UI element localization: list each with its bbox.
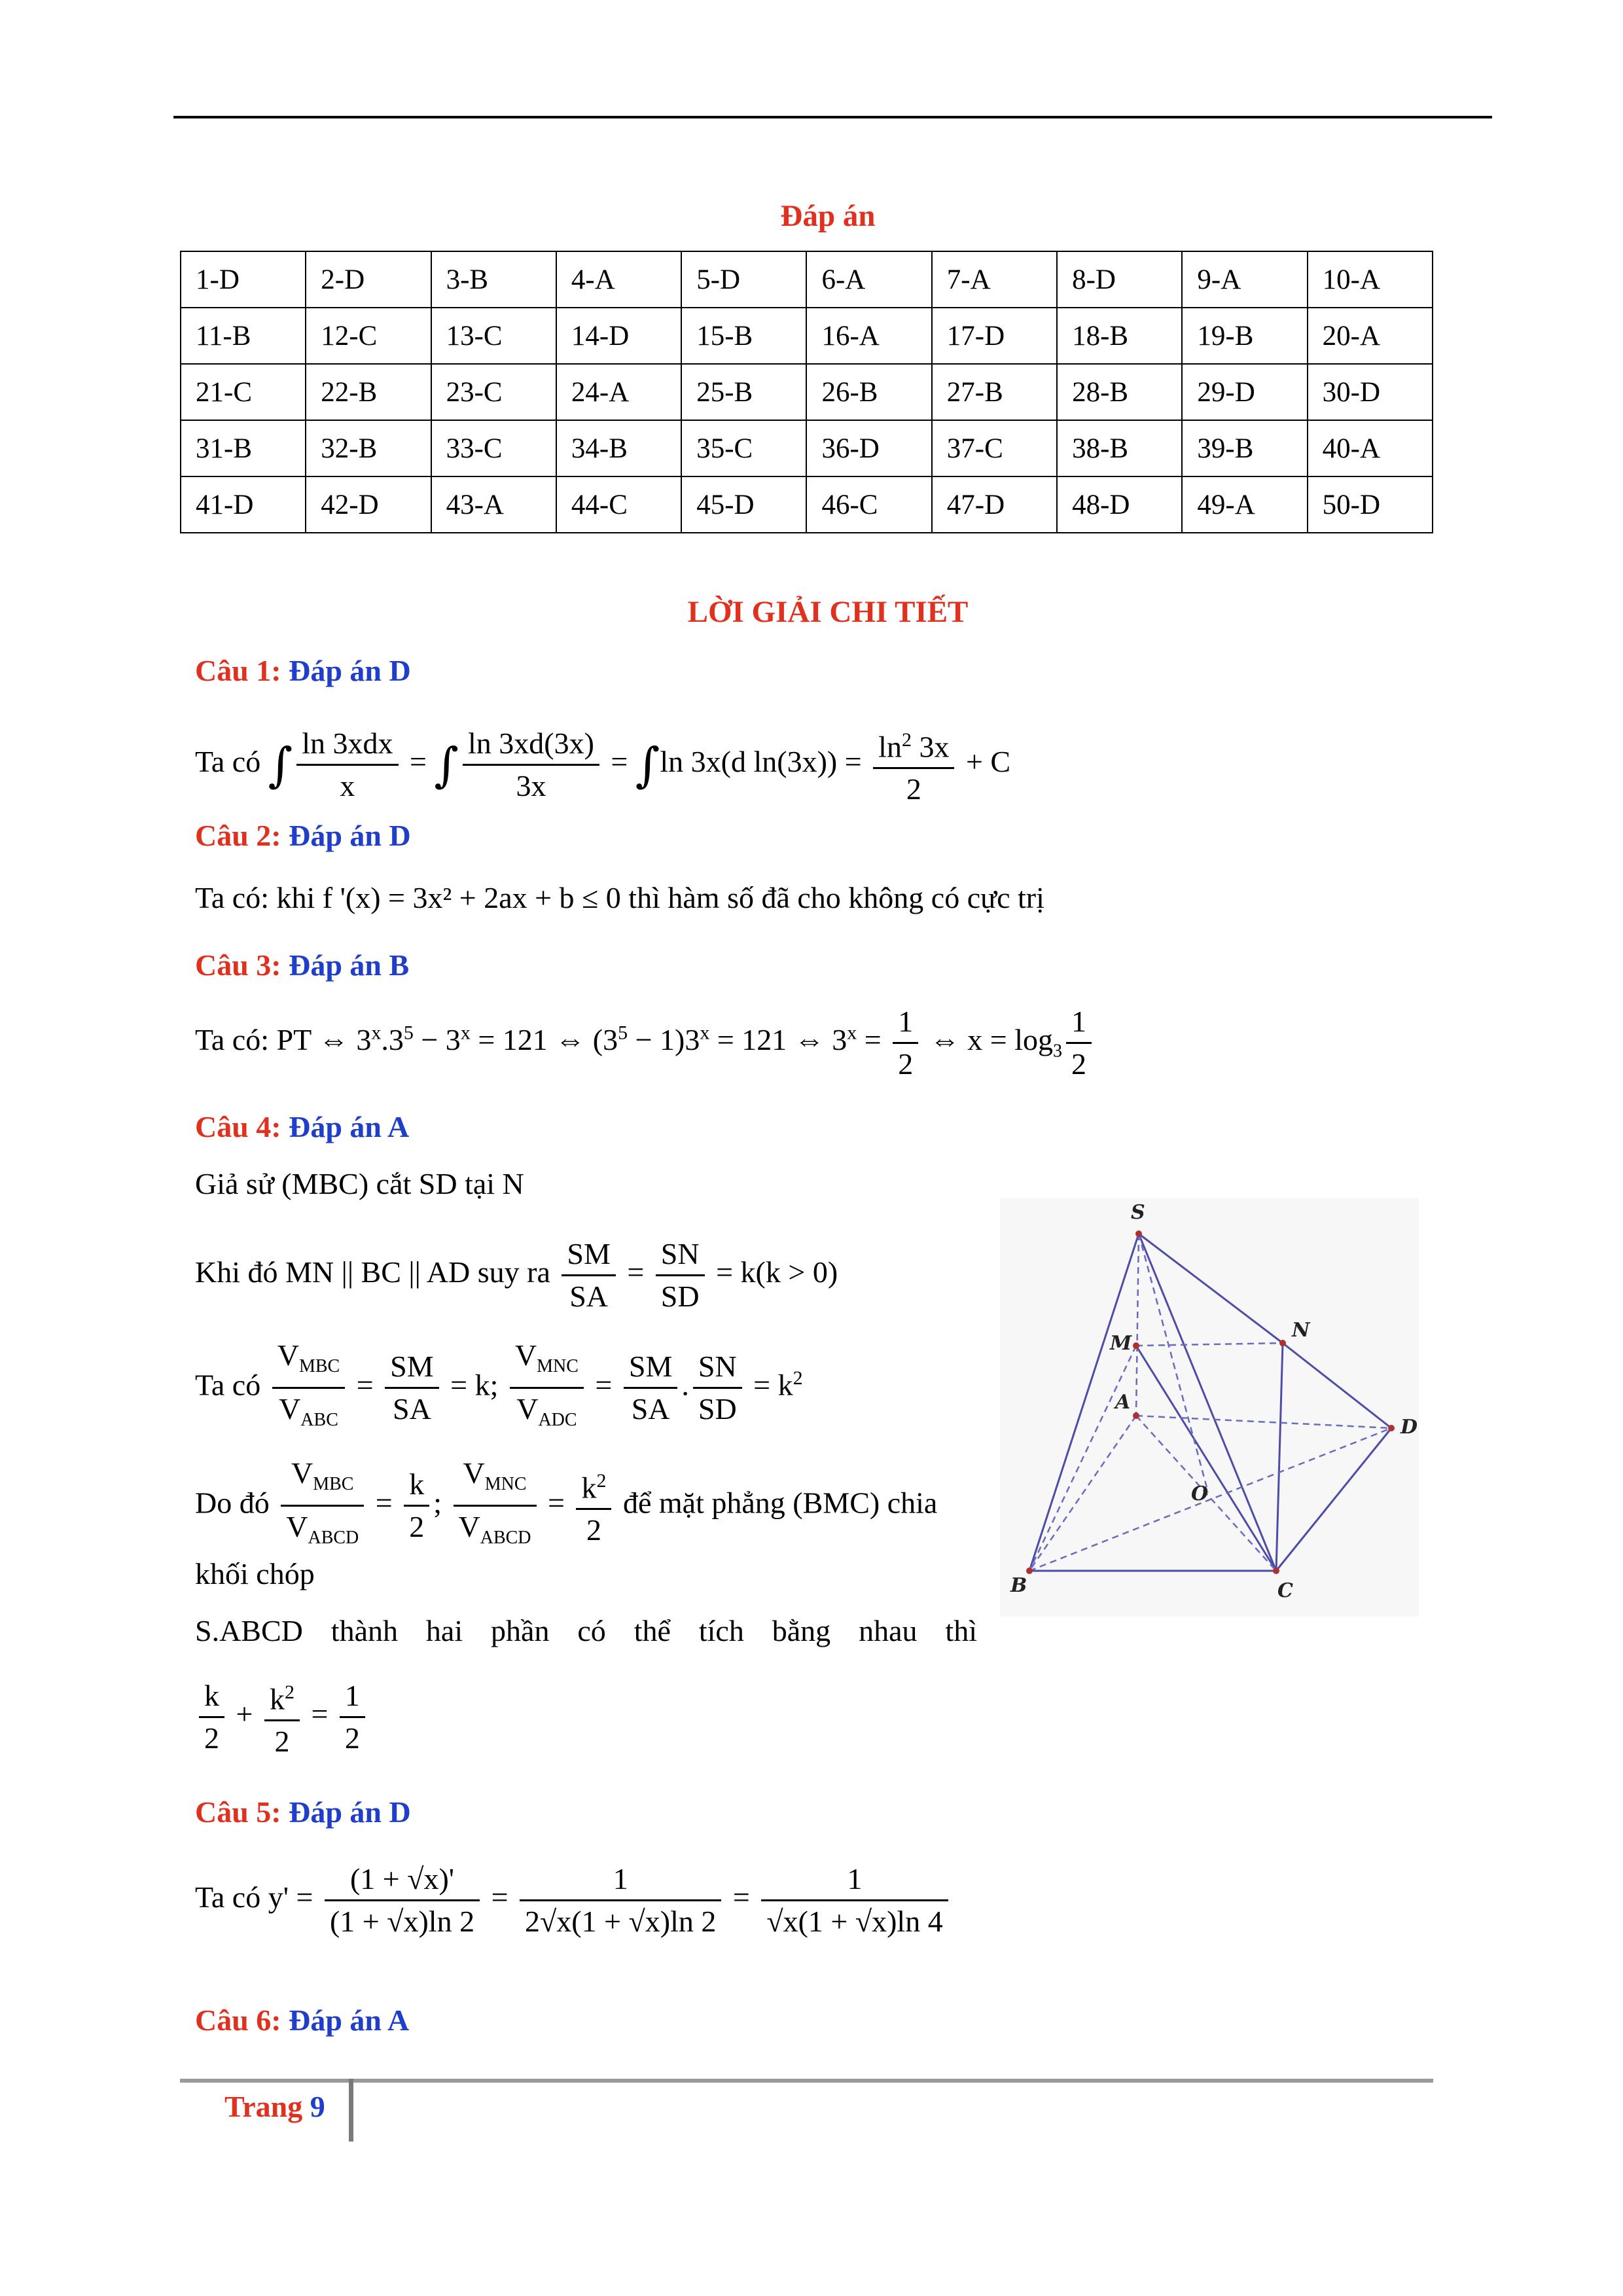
answer-cell: 24-A: [556, 364, 681, 420]
answer-row: [181, 476, 1433, 533]
answer-cell: 2-D: [306, 251, 431, 308]
label-O: O: [1191, 1482, 1209, 1505]
answer-cell: 35-C: [681, 420, 806, 476]
answer-cell: 40-A: [1308, 420, 1433, 476]
formula-lead: Ta có: [195, 745, 261, 779]
question-4-line6: S.ABCD thành hai phần có thể tích bằng nhau thì: [195, 1614, 977, 1647]
answer-cell: 16-A: [806, 308, 931, 364]
answer-cell: 49-A: [1182, 476, 1307, 533]
footer-rule: [180, 2079, 1433, 2083]
question-answer: Đáp án D: [289, 1795, 411, 1829]
question-6-heading: [195, 2003, 409, 2037]
question-answer: Đáp án A: [289, 2003, 410, 2037]
question-4-line5: khối chóp: [195, 1557, 315, 1590]
answer-cell: 38-B: [1057, 420, 1182, 476]
question-3-formula: Ta có: PT ⇔ $3^x.3^5 - 3^x = 121$ ⇔ $(3^5 - 1)3^x = 121$ ⇔ $3^x$ = $\frac{1}{2}$ ⇔ $x = \log_3$ $\frac{1}{2}$: [195, 1001, 1096, 1085]
answer-cell: 43-A: [431, 476, 556, 533]
answer-cell: 5-D: [681, 251, 806, 308]
question-answer: Đáp án D: [289, 654, 411, 687]
answer-cell: 25-B: [681, 364, 806, 420]
answer-cell: 30-D: [1308, 364, 1433, 420]
answer-cell: 7-A: [932, 251, 1057, 308]
answer-cell: 45-D: [681, 476, 806, 533]
question-1-formula: Ta có ∫ $\frac{\text{ln 3xdx}}{x}$ = ∫ $\frac{\ln 3xd(3x)}{3x}$ = ∫ln 3x(d ln(3x)) = $\frac{\ln^2 3x}{2}$ + C: [195, 720, 1010, 810]
question-label: Câu 2:: [195, 819, 281, 852]
formula-lead: Ta có: PT: [195, 1023, 312, 1057]
answer-cell: 18-B: [1057, 308, 1182, 364]
answer-cell: 26-B: [806, 364, 931, 420]
question-4-line2: Khi đó MN || BC || AD suy ra $\frac{SM}{SA}$ = $\frac{SN}{SD}$ = k(k > 0): [195, 1234, 838, 1317]
answer-cell: 9-A: [1182, 251, 1307, 308]
page-footer: [224, 2089, 325, 2124]
answer-cell: 48-D: [1057, 476, 1182, 533]
page-number: 9: [310, 2090, 325, 2123]
formula-lead: Ta có: [195, 1880, 261, 1914]
answer-cell: 6-A: [806, 251, 931, 308]
question-label: Câu 5:: [195, 1795, 281, 1829]
question-label: Câu 1:: [195, 654, 281, 687]
line-tail: để mặt phẳng (BMC) chia: [622, 1486, 938, 1520]
answer-cell: 4-A: [556, 251, 681, 308]
question-5-formula: Ta có y' = $\frac{(1 + √x)'}{(1 + √x)\ln 2}$ = $\frac{1}{2√x(1 + √x)\ln 2}$ = $\frac{1}{√x(1 + √x)\ln 4}$: [195, 1859, 952, 1942]
answer-cell: 32-B: [306, 420, 431, 476]
line-lead: Ta có: [195, 1368, 261, 1402]
label-A: A: [1115, 1391, 1131, 1414]
question-4-line3: Ta có $\frac{V_{MBC}}{V_{ABC}}$ = $\frac{SM}{SA}$ = k; $\frac{V_{MNC}}{V_{ADC}}$ = $\frac{SM}{SA}$ . $\frac{SN}{SD}$ = $k^2$: [195, 1335, 803, 1441]
answer-cell: 8-D: [1057, 251, 1182, 308]
label-S: S: [1131, 1201, 1145, 1224]
answer-cell: 29-D: [1182, 364, 1307, 420]
question-label: Câu 3:: [195, 948, 281, 982]
label-N: N: [1292, 1319, 1310, 1342]
answer-cell: 34-B: [556, 420, 681, 476]
answer-cell: 37-C: [932, 420, 1057, 476]
answer-cell: 39-B: [1182, 420, 1307, 476]
question-4-heading: [195, 1109, 409, 1144]
answer-cell: 13-C: [431, 308, 556, 364]
question-answer: Đáp án B: [289, 948, 410, 982]
pyramid-figure: [1000, 1198, 1419, 1617]
answer-cell: 10-A: [1308, 251, 1433, 308]
header-rule: [173, 116, 1492, 118]
answer-cell: 3-B: [431, 251, 556, 308]
answer-cell: 31-B: [181, 420, 306, 476]
question-answer: Đáp án D: [289, 819, 411, 852]
answer-title: Đáp án: [780, 199, 876, 233]
answer-cell: 42-D: [306, 476, 431, 533]
label-C: C: [1277, 1579, 1293, 1602]
label-D: D: [1400, 1416, 1418, 1439]
answer-cell: 23-C: [431, 364, 556, 420]
page-label: Trang: [224, 2090, 303, 2123]
answer-cell: 21-C: [181, 364, 306, 420]
line-lead: Khi đó MN || BC || AD suy ra: [195, 1255, 550, 1289]
question-label: Câu 4:: [195, 1110, 281, 1143]
answer-cell: 12-C: [306, 308, 431, 364]
answer-cell: 22-B: [306, 364, 431, 420]
answer-row: [181, 308, 1433, 364]
question-label: Câu 6:: [195, 2003, 281, 2037]
answer-cell: 17-D: [932, 308, 1057, 364]
question-4-line4: Do đó $\frac{V_{MBC}}{V_{ABCD}}$ = $\frac{k}{2}$ ; $\frac{V_{MNC}}{V_{ABCD}}$ = $\frac{k^2}{2}$ để mặt phẳng (BMC) chia: [195, 1453, 937, 1558]
question-2-text: Ta có: khi f '(x) = 3x² + 2ax + b ≤ 0 thì hàm số đã cho không có cực trị: [195, 881, 1044, 914]
question-answer: Đáp án A: [289, 1110, 410, 1143]
answer-cell: 27-B: [932, 364, 1057, 420]
answer-cell: 1-D: [181, 251, 306, 308]
section-title: LỜI GIẢI CHI TIẾT: [687, 595, 969, 629]
answer-cell: 47-D: [932, 476, 1057, 533]
answer-row: [181, 420, 1433, 476]
answer-row: [181, 364, 1433, 420]
answer-cell: 11-B: [181, 308, 306, 364]
answer-cell: 14-D: [556, 308, 681, 364]
footer-divider: [349, 2079, 353, 2142]
line-lead: Do đó: [195, 1486, 270, 1520]
question-5-heading: [195, 1795, 411, 1829]
label-B: B: [1010, 1574, 1027, 1597]
question-3-heading: [195, 948, 409, 982]
answer-table: [180, 251, 1433, 533]
answer-cell: 19-B: [1182, 308, 1307, 364]
answer-cell: 20-A: [1308, 308, 1433, 364]
question-4-line1: Giả sử (MBC) cắt SD tại N: [195, 1167, 524, 1200]
answer-cell: 28-B: [1057, 364, 1182, 420]
answer-cell: 15-B: [681, 308, 806, 364]
answer-cell: 44-C: [556, 476, 681, 533]
answer-cell: 36-D: [806, 420, 931, 476]
answer-cell: 41-D: [181, 476, 306, 533]
answer-row: [181, 251, 1433, 308]
answer-cell: 50-D: [1308, 476, 1433, 533]
answer-cell: 33-C: [431, 420, 556, 476]
question-1-heading: [195, 653, 411, 688]
question-4-conclusion: $\frac{k}{2}$ + $\frac{k^2}{2}$ = $\frac{1}{2}$: [195, 1672, 369, 1762]
label-M: M: [1110, 1332, 1132, 1355]
question-2-heading: [195, 818, 411, 853]
answer-cell: 46-C: [806, 476, 931, 533]
